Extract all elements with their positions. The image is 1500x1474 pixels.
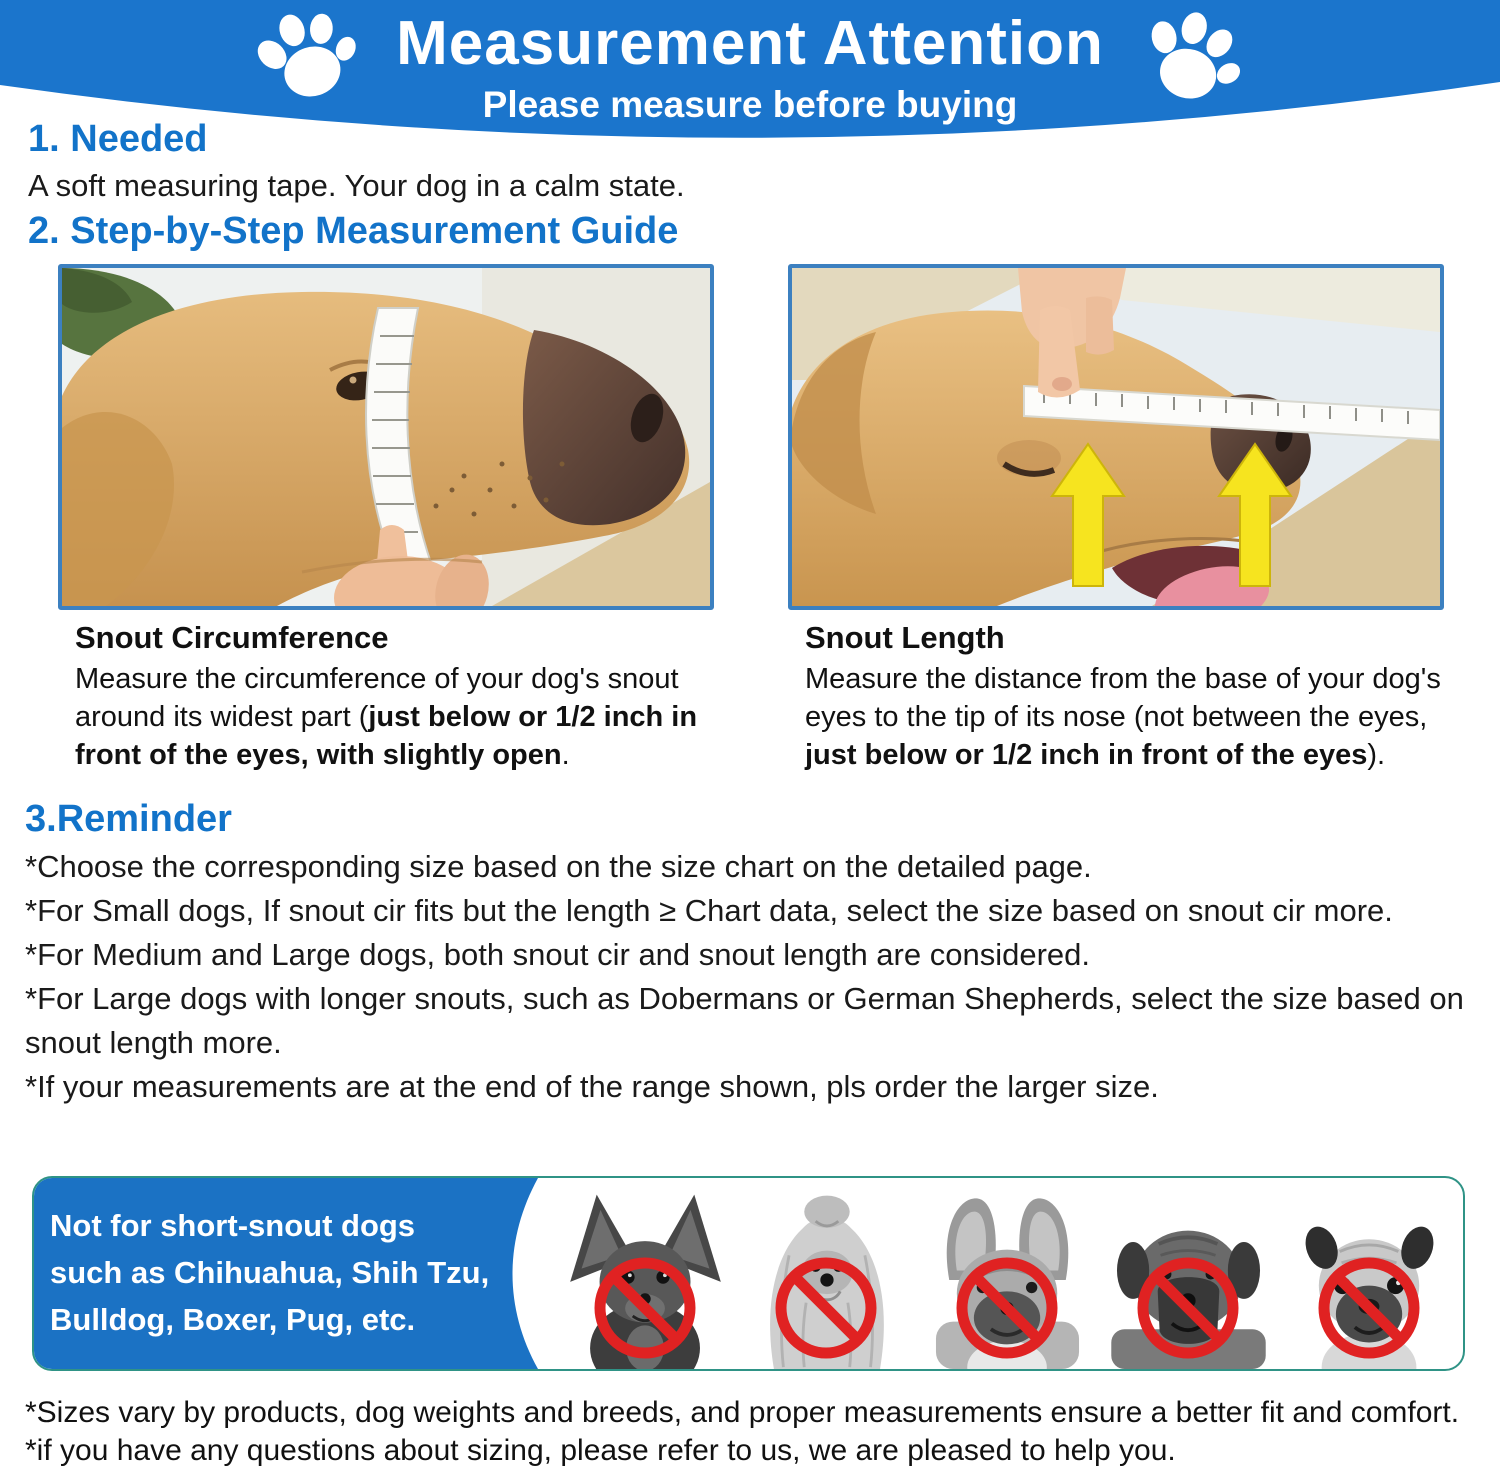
warning-text (50, 1202, 489, 1343)
photo-snout-circumference (58, 264, 714, 610)
not-for-short-snout-box (32, 1176, 1465, 1371)
caption-snout-circumference-title: Snout Circumference (75, 620, 389, 655)
section1-heading: 1. Needed (28, 118, 208, 160)
section2-heading: 2. Step-by-Step Measurement Guide (28, 210, 679, 252)
footer-note: *if you have any questions about sizing, please refer to us, we are pleased to help you. (25, 1434, 1176, 1467)
desc-bold-text: just below or 1/2 inch in front of the eyes (805, 739, 1368, 771)
no-sign-icon (955, 1256, 1059, 1360)
no-sign-icon (1317, 1256, 1421, 1360)
desc-text: Measure the distance from the base of your dog's eyes to the tip of its nose (not between the eyes, (805, 663, 1441, 733)
desc-text: . (561, 739, 570, 771)
section3-heading: 3.Reminder (25, 798, 232, 840)
no-sign-icon (593, 1256, 697, 1360)
reminder-item: *If your measurements are at the end of the range shown, pls order the larger size. (25, 1069, 1159, 1104)
caption-snout-circumference-desc (75, 660, 740, 774)
no-sign-icon (774, 1256, 878, 1360)
section1-body: A soft measuring tape. Your dog in a calm state. (28, 168, 685, 203)
dog-tape-along-snout-illustration (792, 268, 1440, 606)
reminder-item: *For Medium and Large dogs, both snout cir and snout length are considered. (25, 937, 1090, 972)
reminder-item: *For Small dogs, If snout cir fits but the length ≥ Chart data, select the size based on snout cir more. (25, 893, 1393, 928)
no-sign-icon (1136, 1256, 1240, 1360)
reminder-item: *Choose the corresponding size based on the size chart on the detailed page. (25, 849, 1092, 884)
page-subtitle: Please measure before buying (482, 84, 1018, 125)
desc-text: Measure the circumference of your dog's snout around its widest part ( (75, 663, 679, 733)
photo-snout-length (788, 264, 1444, 610)
reminder-item: *For Large dogs with longer snouts, such as Dobermans or German Shepherds, select the size based on snout length more. (25, 981, 1464, 1060)
caption-snout-length-title: Snout Length (805, 620, 1005, 655)
warning-line: Not for short-snout dogs (50, 1208, 416, 1243)
desc-text: ). (1367, 739, 1386, 771)
warning-line: such as Chihuahua, Shih Tzu, (50, 1255, 490, 1290)
warning-line: Bulldog, Boxer, Pug, etc. (50, 1302, 416, 1337)
page-title: Measurement Attention (396, 9, 1104, 78)
footer-note: *Sizes vary by products, dog weights and breeds, and proper measurements ensure a better fit and comfort. (25, 1396, 1460, 1429)
dog-tape-around-snout-illustration (62, 268, 710, 606)
caption-snout-length-desc (805, 660, 1470, 774)
desc-bold-text: just below or 1/2 inch in front of the eyes, with slightly open (75, 701, 698, 771)
reminder-list (25, 845, 1470, 1109)
